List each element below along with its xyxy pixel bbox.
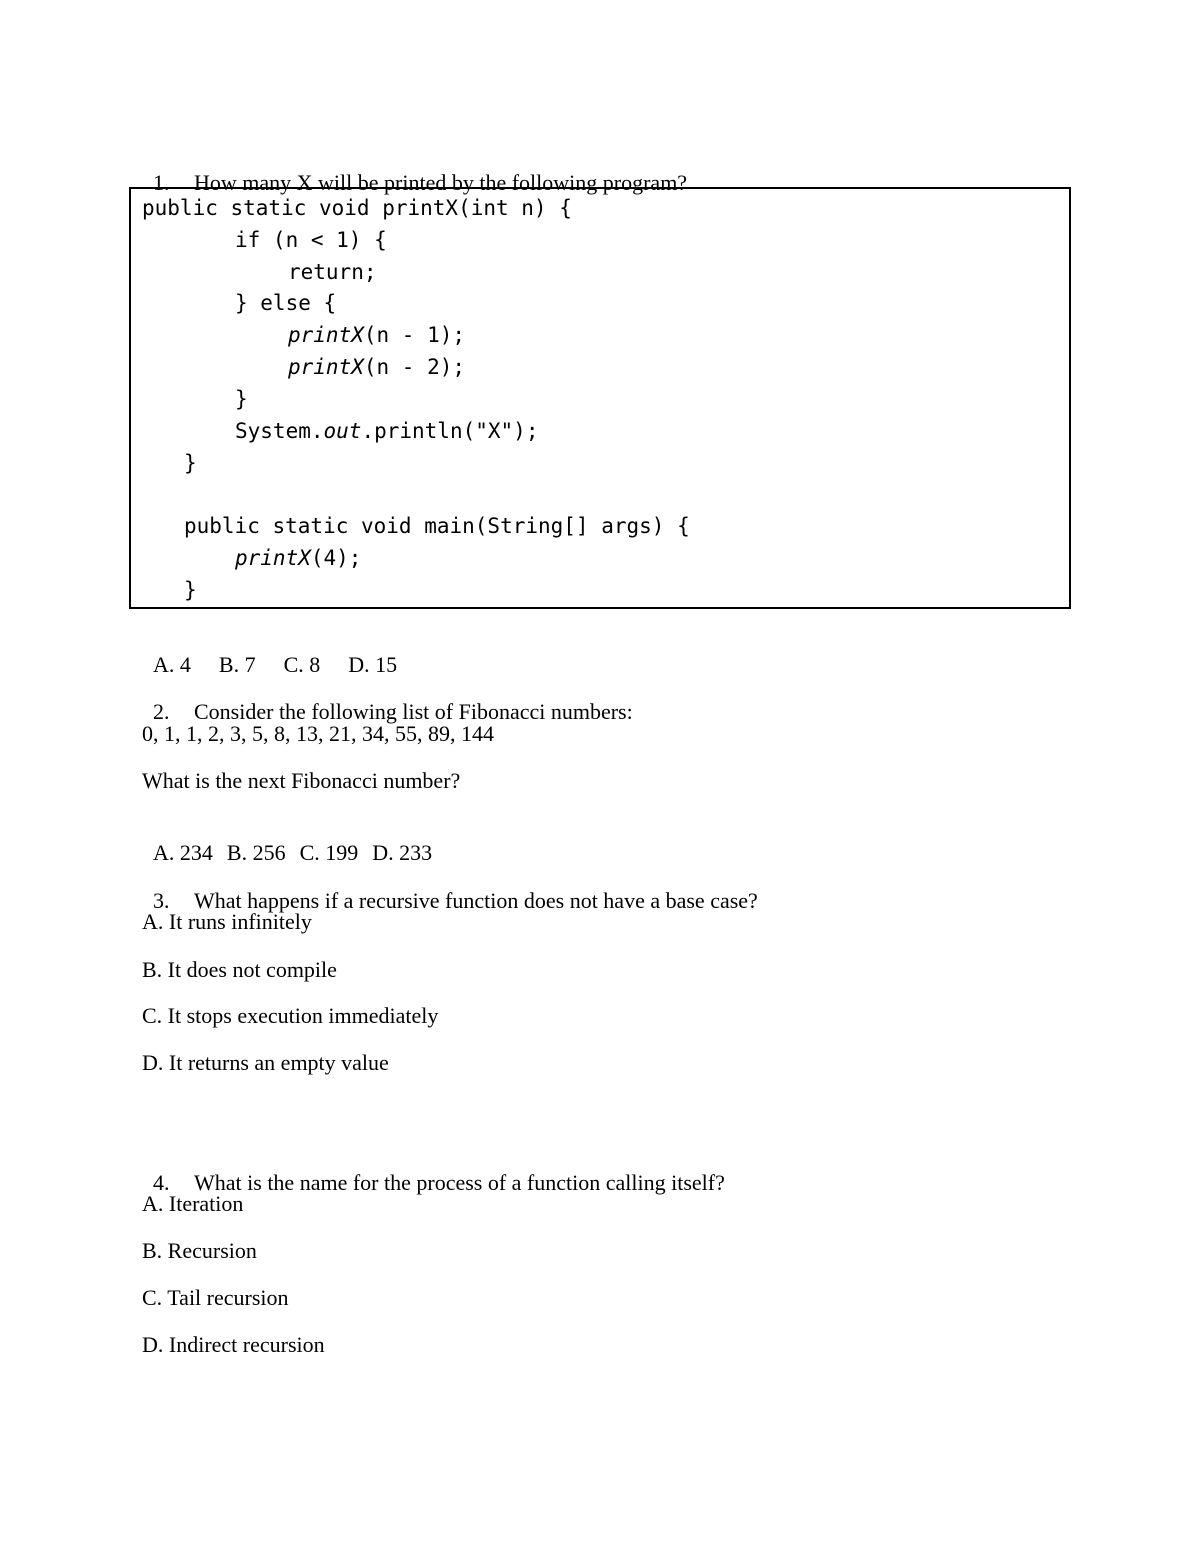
code-args: (n - 1); (363, 323, 466, 347)
question-2-options (142, 814, 460, 866)
question-2-number: 2. (153, 699, 170, 724)
code-args: (n - 2); (363, 355, 466, 379)
option-b: B. 7 (218, 652, 256, 677)
option-d: D. 15 (348, 652, 398, 677)
code-line-11 (235, 545, 361, 571)
question-3-option-a: A. It runs infinitely (142, 909, 312, 934)
question-3 (142, 862, 758, 914)
option-c: C. 8 (283, 652, 321, 677)
question-3-option-b: B. It does not compile (142, 957, 337, 982)
code-println: .println("X"); (361, 419, 539, 443)
code-line-7: } (235, 387, 248, 411)
code-method-printx: printX (235, 546, 311, 570)
option-b: B. 256 (226, 840, 286, 865)
question-4-number: 4. (153, 1170, 170, 1195)
question-2-prompt: What is the next Fibonacci number? (142, 768, 461, 793)
code-line-6 (288, 354, 465, 380)
code-line-9: } (184, 451, 197, 475)
question-3-text: What happens if a recursive function does not have a base case? (194, 888, 758, 913)
question-4-option-c: C. Tail recursion (142, 1285, 289, 1310)
code-line-1: public static void printX(int n) { (142, 196, 572, 220)
question-2-text: Consider the following list of Fibonacci numbers: (194, 699, 633, 724)
code-line-3: return; (288, 260, 377, 284)
code-out: out (323, 419, 362, 443)
option-c: C. 199 (299, 840, 359, 865)
code-args: (4); (310, 546, 362, 570)
code-method-printx: printX (288, 323, 364, 347)
question-1-number: 1. (153, 170, 170, 195)
question-3-number: 3. (153, 888, 170, 913)
code-system: System. (235, 419, 324, 443)
question-1-options (142, 626, 425, 678)
code-line-4: } else { (235, 291, 337, 315)
code-line-12: } (184, 578, 197, 602)
code-line-8 (235, 418, 538, 444)
question-4 (142, 1144, 725, 1196)
code-line-5 (288, 322, 465, 348)
question-3-option-d: D. It returns an empty value (142, 1050, 389, 1075)
option-a: A. 234 (153, 840, 213, 865)
option-d: D. 233 (372, 840, 433, 865)
code-line-10: public static void main(String[] args) { (184, 514, 690, 538)
question-4-option-a: A. Iteration (142, 1191, 244, 1216)
code-method-printx: printX (288, 355, 364, 379)
question-3-option-c: C. It stops execution immediately (142, 1003, 439, 1028)
code-box (129, 187, 1071, 609)
question-4-text: What is the name for the process of a function calling itself? (194, 1170, 725, 1195)
code-line-2: if (n < 1) { (235, 228, 387, 252)
question-4-option-b: B. Recursion (142, 1238, 257, 1263)
question-2 (142, 673, 633, 725)
question-1-text: How many X will be printed by the following program? (194, 170, 688, 195)
fibonacci-sequence: 0, 1, 1, 2, 3, 5, 8, 13, 21, 34, 55, 89, 144 (142, 721, 494, 746)
question-4-option-d: D. Indirect recursion (142, 1332, 325, 1357)
option-a: A. 4 (153, 652, 191, 677)
